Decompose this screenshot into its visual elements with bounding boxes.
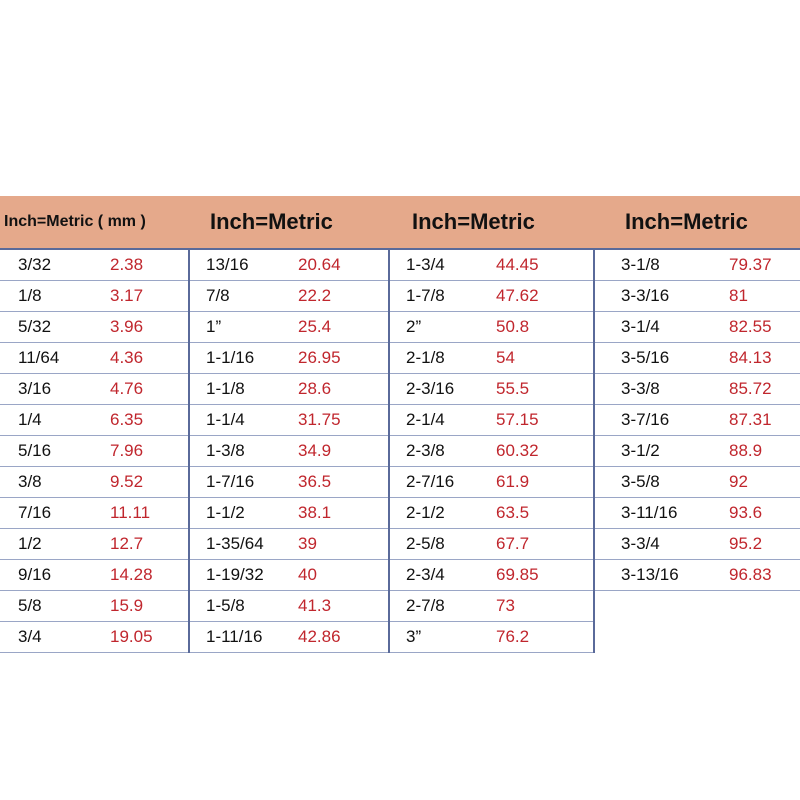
- inch-value: 1/4: [18, 410, 42, 429]
- table-row: [0, 560, 188, 591]
- metric-value: 57.15: [496, 410, 539, 429]
- inch-value: 2-3/4: [406, 565, 445, 584]
- metric-value: 6.35: [110, 410, 144, 429]
- inch-value: 2-7/16: [406, 472, 455, 491]
- metric-value: 9.52: [110, 472, 144, 491]
- table-row: [595, 281, 800, 312]
- metric-value: 44.45: [496, 255, 539, 274]
- table-row: [190, 374, 388, 405]
- inch-value: 2-1/8: [406, 348, 445, 367]
- inch-value: 13/16: [206, 255, 249, 274]
- inch-value: 7/16: [18, 503, 52, 522]
- empty-row: [595, 591, 800, 622]
- table-row: [0, 436, 188, 467]
- metric-value: 81: [729, 286, 748, 305]
- table-row: [390, 343, 593, 374]
- metric-value: 95.2: [729, 534, 763, 553]
- inch-value: 1/2: [18, 534, 42, 553]
- inch-value: 1-7/8: [406, 286, 445, 305]
- metric-value: 38.1: [298, 503, 332, 522]
- metric-value: 47.62: [496, 286, 539, 305]
- inch-value: 3-13/16: [621, 565, 679, 584]
- table-row: [0, 250, 188, 281]
- table-row: [390, 560, 593, 591]
- table-row: [595, 374, 800, 405]
- metric-value: 42.86: [298, 627, 341, 646]
- table-row: [390, 622, 593, 653]
- column-header: Inch=Metric ( mm ): [4, 213, 146, 230]
- metric-value: 11.11: [110, 503, 151, 522]
- metric-value: 93.6: [729, 503, 763, 522]
- table-column: [595, 250, 800, 653]
- metric-value: 36.5: [298, 472, 332, 491]
- table-row: [0, 498, 188, 529]
- metric-value: 4.36: [110, 348, 144, 367]
- inch-value: 1-5/8: [206, 596, 245, 615]
- metric-value: 63.5: [496, 503, 530, 522]
- metric-value: 12.7: [110, 534, 144, 553]
- metric-value: 28.6: [298, 379, 332, 398]
- table-header: [0, 196, 800, 250]
- table-row: [190, 529, 388, 560]
- metric-value: 34.9: [298, 441, 332, 460]
- table-row: [390, 529, 593, 560]
- table-row: [0, 374, 188, 405]
- table-row: [595, 250, 800, 281]
- metric-value: 88.9: [729, 441, 763, 460]
- metric-value: 26.95: [298, 348, 341, 367]
- inch-value: 5/32: [18, 317, 52, 336]
- metric-value: 54: [496, 348, 515, 367]
- metric-value: 92: [729, 472, 748, 491]
- metric-value: 60.32: [496, 441, 539, 460]
- inch-value: 3-7/16: [621, 410, 670, 429]
- metric-value: 79.37: [729, 255, 772, 274]
- table-row: [0, 529, 188, 560]
- inch-value: 1-19/32: [206, 565, 264, 584]
- inch-value: 1-1/8: [206, 379, 245, 398]
- metric-value: 55.5: [496, 379, 530, 398]
- inch-value: 1-35/64: [206, 534, 264, 553]
- inch-value: 1-7/16: [206, 472, 255, 491]
- metric-value: 2.38: [110, 255, 144, 274]
- table-column: [190, 250, 390, 653]
- table-row: [390, 250, 593, 281]
- table-row: [390, 591, 593, 622]
- metric-value: 61.9: [496, 472, 530, 491]
- metric-value: 15.9: [110, 596, 144, 615]
- table-body: [0, 250, 800, 653]
- inch-value: 3/16: [18, 379, 52, 398]
- metric-value: 87.31: [729, 410, 772, 429]
- metric-value: 3.17: [110, 286, 144, 305]
- table-column: [390, 250, 595, 653]
- column-header: Inch=Metric: [210, 209, 333, 234]
- table-row: [0, 591, 188, 622]
- inch-value: 3/4: [18, 627, 42, 646]
- metric-value: 31.75: [298, 410, 341, 429]
- table-row: [390, 281, 593, 312]
- table-row: [190, 281, 388, 312]
- inch-value: 1-3/4: [406, 255, 445, 274]
- table-row: [595, 343, 800, 374]
- metric-value: 96.83: [729, 565, 772, 584]
- table-row: [190, 498, 388, 529]
- table-row: [0, 312, 188, 343]
- inch-value: 5/16: [18, 441, 52, 460]
- inch-value: 3”: [406, 627, 422, 646]
- metric-value: 3.96: [110, 317, 144, 336]
- inch-value: 2-1/4: [406, 410, 445, 429]
- inch-value: 3-3/8: [621, 379, 660, 398]
- table-row: [190, 312, 388, 343]
- metric-value: 69.85: [496, 565, 539, 584]
- metric-value: 14.28: [110, 565, 153, 584]
- table-row: [190, 250, 388, 281]
- inch-value: 9/16: [18, 565, 52, 584]
- inch-value: 11/64: [18, 348, 60, 367]
- metric-value: 20.64: [298, 255, 341, 274]
- table-row: [595, 312, 800, 343]
- table-row: [0, 622, 188, 653]
- table-row: [595, 529, 800, 560]
- inch-value: 1/8: [18, 286, 42, 305]
- table-row: [390, 467, 593, 498]
- table-row: [0, 405, 188, 436]
- metric-value: 22.2: [298, 286, 332, 305]
- table-row: [0, 467, 188, 498]
- inch-value: 3-5/16: [621, 348, 670, 367]
- inch-value: 5/8: [18, 596, 42, 615]
- table-row: [190, 622, 388, 653]
- metric-value: 4.76: [110, 379, 144, 398]
- metric-value: 50.8: [496, 317, 530, 336]
- empty-row: [595, 622, 800, 653]
- inch-value: 1-1/2: [206, 503, 245, 522]
- inch-value: 2-3/8: [406, 441, 445, 460]
- inch-value: 1”: [206, 317, 222, 336]
- table-row: [190, 343, 388, 374]
- inch-value: 7/8: [206, 286, 230, 305]
- inch-value: 2-1/2: [406, 503, 445, 522]
- inch-value: 3-3/16: [621, 286, 670, 305]
- column-header: Inch=Metric: [412, 209, 535, 234]
- inch-value: 3-3/4: [621, 534, 660, 553]
- table-row: [190, 591, 388, 622]
- inch-value: 1-3/8: [206, 441, 245, 460]
- metric-value: 67.7: [496, 534, 530, 553]
- inch-value: 3-1/8: [621, 255, 660, 274]
- metric-value: 84.13: [729, 348, 772, 367]
- inch-value: 2”: [406, 317, 422, 336]
- metric-value: 41.3: [298, 596, 332, 615]
- table-row: [0, 281, 188, 312]
- table-row: [595, 498, 800, 529]
- table-column: [0, 250, 190, 653]
- inch-value: 2-3/16: [406, 379, 455, 398]
- metric-value: 40: [298, 565, 317, 584]
- table-row: [190, 560, 388, 591]
- metric-value: 39: [298, 534, 317, 553]
- inch-value: 3/32: [18, 255, 52, 274]
- metric-value: 82.55: [729, 317, 772, 336]
- inch-value: 2-7/8: [406, 596, 445, 615]
- table-row: [190, 405, 388, 436]
- inch-value: 1-1/16: [206, 348, 255, 367]
- table-row: [190, 436, 388, 467]
- table-row: [390, 436, 593, 467]
- inch-value: 1-11/16: [206, 627, 263, 646]
- conversion-table: [0, 196, 800, 653]
- table-row: [595, 436, 800, 467]
- table-row: [390, 405, 593, 436]
- table-row: [595, 405, 800, 436]
- table-row: [390, 374, 593, 405]
- table-row: [595, 560, 800, 591]
- metric-value: 85.72: [729, 379, 772, 398]
- table-row: [190, 467, 388, 498]
- metric-value: 25.4: [298, 317, 332, 336]
- inch-value: 3-11/16: [621, 503, 678, 522]
- inch-value: 3-1/2: [621, 441, 660, 460]
- inch-value: 3/8: [18, 472, 42, 491]
- column-header: Inch=Metric: [625, 209, 748, 234]
- table-row: [595, 467, 800, 498]
- inch-value: 3-5/8: [621, 472, 660, 491]
- metric-value: 73: [496, 596, 515, 615]
- inch-value: 1-1/4: [206, 410, 245, 429]
- table-row: [390, 498, 593, 529]
- metric-value: 76.2: [496, 627, 530, 646]
- inch-value: 2-5/8: [406, 534, 445, 553]
- table-row: [390, 312, 593, 343]
- metric-value: 19.05: [110, 627, 153, 646]
- inch-value: 3-1/4: [621, 317, 660, 336]
- metric-value: 7.96: [110, 441, 144, 460]
- table-row: [0, 343, 188, 374]
